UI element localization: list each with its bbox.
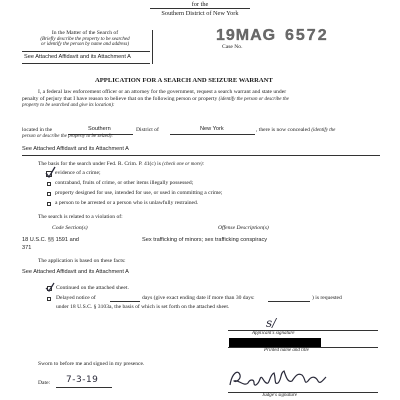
matter-divider: [22, 51, 150, 52]
violation-text: The search is related to a violation of:: [38, 214, 123, 220]
location-line-2: person or describe the property to be seized):: [22, 134, 114, 139]
delayed-line-1c: ) is requested: [312, 295, 342, 301]
document-title: APPLICATION FOR A SEARCH AND SEIZURE WARRANT: [95, 77, 273, 84]
location-state-value: New York: [200, 126, 224, 132]
basis-contraband-checkbox[interactable]: [47, 182, 51, 186]
delayed-date-line[interactable]: [268, 301, 310, 302]
applicant-signature-line: [228, 330, 378, 331]
facts-value: See Attached Affidavit and its Attachment A: [22, 269, 129, 275]
delayed-days-line[interactable]: [110, 301, 140, 302]
header-district-line: [150, 8, 250, 9]
location-value-line: [22, 155, 380, 156]
matter-subtitle-2: or identify the person by name and address): [41, 42, 129, 47]
judge-signature-label: Judge's signature: [262, 393, 297, 398]
date-value: 7-3-19: [66, 375, 99, 385]
date-label: Date:: [38, 380, 51, 386]
intro-line-2: penalty of perjury that I have reason to believe that on the following person or property (identify the person or describe the: [22, 96, 289, 102]
intro-line-3: property to be searched and give its location):: [22, 103, 115, 108]
location-value: See Attached Affidavit and its Attachment A: [22, 146, 129, 152]
matter-subtitle-1: (Briefly describe the property to be searched: [40, 37, 130, 42]
location-prefix: located in the: [22, 127, 53, 133]
facts-text: The application is based on these facts:: [38, 258, 126, 264]
basis-property-checkbox[interactable]: [47, 192, 51, 196]
basis-item-person: a person to be arrested or a person who is unlawfully restrained.: [55, 200, 199, 206]
basis-item-evidence: evidence of a crime;: [55, 170, 101, 176]
violation-offense-header: Offense Description(s): [218, 225, 269, 231]
header-district: Southern District of New York: [161, 10, 239, 17]
delayed-line-1a: Delayed notice of: [56, 295, 96, 301]
matter-bottom-line: [22, 63, 150, 64]
violation-code-header: Code Section(s): [52, 225, 88, 231]
matter-right-bracket: [152, 30, 153, 64]
basis-person-checkbox[interactable]: [47, 202, 51, 206]
basis-text: The basis for the search under Fed. R. Crim. P. 41(c) is (check one or more):: [38, 161, 205, 167]
location-district-value: Southern: [88, 126, 111, 132]
sworn-statement: Sworn to before me and signed in my presence.: [38, 361, 145, 367]
matter-value: See Attached Affidavit and its Attachment A: [24, 54, 131, 60]
violation-offense-value: Sex trafficking of minors; sex trafficking conspiracy: [142, 237, 268, 243]
location-suffix: , there is now concealed (identify the: [256, 127, 336, 133]
location-state-line: [170, 134, 255, 135]
judge-signature-icon: [226, 365, 346, 393]
applicant-signature-label: Applicant's signature: [252, 331, 295, 336]
delayed-line-2: under 18 U.S.C. § 3103a, the basis of which is set forth on the attached sheet.: [56, 304, 230, 310]
judge-signature-line: [228, 392, 378, 393]
delayed-line-1b: days (give exact ending date if more than 30 days:: [142, 295, 255, 301]
continued-checkmark-icon: [45, 282, 55, 292]
location-district-label: District of: [136, 127, 159, 133]
violation-code-value-1: 18 U.S.C. §§ 1591 and: [22, 237, 79, 243]
case-no-label: Case No.: [222, 44, 243, 50]
case-stamp-prefix: 19MAG: [216, 27, 277, 44]
intro-line-1: I, a federal law enforcement officer or an attorney for the government, request a search warrant and state under: [38, 89, 287, 95]
header-for-text: for the: [191, 1, 209, 8]
matter-title: In the Matter of the Search of: [51, 30, 119, 36]
delayed-notice-checkbox[interactable]: [47, 297, 51, 301]
printed-name-label: Printed name and title: [264, 348, 309, 353]
violation-code-value-2: 371: [22, 245, 32, 251]
continued-label: Continued on the attached sheet.: [56, 285, 129, 291]
case-stamp-number: 6572: [285, 27, 329, 44]
printed-name-redaction: [229, 338, 321, 347]
basis-item-contraband: contraband, fruits of crime, or other items illegally possessed;: [55, 180, 194, 186]
applicant-signature-mark: s/: [266, 316, 277, 330]
date-line: [56, 387, 112, 388]
basis-item-property: property designed for use, intended for use, or used in committing a crime;: [55, 190, 223, 196]
